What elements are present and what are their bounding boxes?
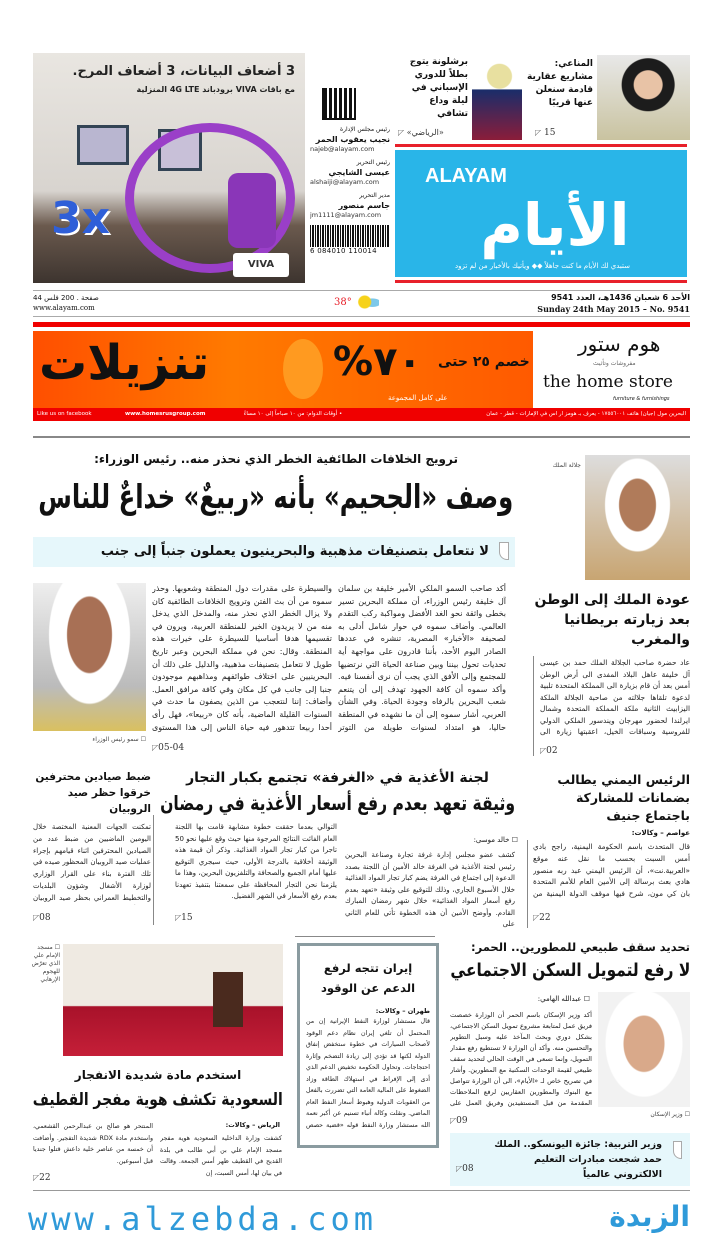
footer-rule <box>33 1190 690 1191</box>
weather-icon <box>357 295 379 309</box>
qatif-ref: ◸22 <box>33 1173 51 1183</box>
dateline-rule-top <box>33 290 690 291</box>
barcode <box>310 225 390 247</box>
dateline-english: Sunday 24th May 2015 – No. 9541 <box>537 304 690 314</box>
staff-email-box <box>310 211 390 220</box>
sale-whole: على كامل المجموعة <box>388 394 448 402</box>
king-photo <box>585 455 690 580</box>
motto-left: ويأتيك بالأخبار من لم تزود <box>454 262 530 270</box>
housing-minister-photo <box>598 992 690 1107</box>
staff-email-box <box>310 145 390 154</box>
qatif-col-2: المنتحر هو صالح بن عبدالرحمن القشعمي، واستخدم مادة RDX شديدة التفجير. وأضافت أن خمسة من عناصر خلية داعش قتلوا جنديا قبل أسبوعين. <box>33 1123 153 1165</box>
zebda-logo-text: الزبدة <box>609 1200 690 1233</box>
staff-entry <box>310 159 390 187</box>
king-caption: جلالة الملك <box>552 462 581 469</box>
section-rule-1 <box>33 436 690 438</box>
temperature: 38° <box>334 297 352 308</box>
home-store-en-sub: furniture & furnishings <box>613 396 670 402</box>
motto-right: ستبدي لك الأيام ما كنت جاهلاً <box>544 262 631 270</box>
food-byline-text: خالد موسى: <box>473 836 510 844</box>
mosque-pulpit <box>213 972 243 1027</box>
housing-headline-box[interactable] <box>450 958 690 984</box>
masthead-red-bottom <box>395 280 687 283</box>
staff-name-box <box>310 134 390 145</box>
quote-icon <box>499 542 509 560</box>
qatif-headline-box[interactable] <box>33 1087 283 1113</box>
food-ref-num: 15 <box>181 913 193 923</box>
sale-panel <box>33 331 533 409</box>
food-headline[interactable]: وثيقة تعهد بعدم رفع أسعار الأغذية في رمضان <box>159 791 516 815</box>
king-ref-num: 02 <box>546 746 558 756</box>
teaser-2-page-label: «الرياضي» <box>406 128 444 137</box>
home-store-en: the home store <box>543 372 673 392</box>
teaser-1-title[interactable]: المناعي: مشاريع عقارية قادمة سنعلن عنها قريبًا <box>527 59 593 108</box>
yemen-headline[interactable]: الرئيس اليمني يطالب بضمانات للمشاركة باجتماع جنيف <box>557 772 690 823</box>
housing-kicker: تحديد سقف طبيعي للمطورين.. الحمر: <box>470 940 690 954</box>
masthead-motto: ستبدي لك الأيام ما كنت جاهلاً ◆◆ ويأتيك بالأخبار من لم تزود <box>454 262 631 270</box>
food-headline-box[interactable] <box>160 789 515 817</box>
ad-footer-address-box <box>381 408 686 421</box>
ad-footer-hours: • أوقات الدوام: من ١٠ صباحاً إلى ١٠ مساءً <box>243 411 343 417</box>
lead-col-2: والسيطرة على مقدرات دول المنطقة وشعوبها. وحذر سموه من أن بث الفتن وترويج الخلافات الطائفية كان ولا يزال الخطر الذي نحذر منه، والمدخل الذي يدخل منه من لا يريدون الخير للمنطقة العربية، ويرون في تقسيمها هدفا أساسيا للسيطرة على خيرات هذه المنطقة. وقال: نحن في مملكة البحرين وعبر تاريخ طويل لا نتعامل بتصنيفات مذهبية، والدليل على ذلك أن البحرينيين على اختلاف طوائفهم ومذاهبهم موجودون جنبا إلى جانب في كل مكان وفي كافة مرافق العمل. وأضاف: إننا لنتعجب من الذين يصفون ما حدث في السنوات القليلة الماضية، بأنه كان «ربيعا»، فهل رأى أحدا ربيعا تتدهور فيه حياة الناس إلى هذا المستوى <box>152 584 332 732</box>
staff-name: نجيب يعقوب الحمر <box>315 135 390 144</box>
pm-caption-text: سمو رئيس الوزراء <box>92 736 139 743</box>
ad-footer-site[interactable]: www.homesrusgroup.com <box>125 411 206 417</box>
king-col-rule <box>533 656 534 756</box>
home-store-ad[interactable] <box>33 322 690 420</box>
masthead-red-top <box>395 144 687 147</box>
masthead-latin: ALAYAM <box>425 165 507 187</box>
staff-entry <box>310 192 390 220</box>
staff-name-box <box>310 200 390 211</box>
ad-footer-address: البحرين مول (جيان) هاتف ١٧٥٥٦٠٠١ - يعرف بـ هومز ار اس في الإمارات - قطر - عمان <box>486 411 686 417</box>
viva-ad[interactable] <box>33 53 305 283</box>
staff-role: مدير التحرير <box>359 192 390 199</box>
iran-dateline: طهران – وكالات: <box>375 1007 430 1015</box>
sale-circle <box>283 339 323 399</box>
iran-box <box>297 943 439 1148</box>
food-kicker: لجنة الأغذية في «الغرفة» تجتمع بكبار التجار <box>186 770 489 786</box>
unesco-quote-icon <box>673 1141 682 1159</box>
lead-headline-box[interactable] <box>38 474 513 520</box>
staff-role: رئيس التحرير <box>356 159 390 166</box>
lead-subhead: لا نتعامل بتصنيفات مذهبية والبحرينيون يعملون جنباً إلى جنب <box>100 544 489 559</box>
housing-ref-num: 09 <box>456 1116 468 1126</box>
ad-footer <box>33 408 690 421</box>
staff-email[interactable]: najeb@alayam.com <box>310 145 375 153</box>
mosque-caption: ☐ مسجد الإمام علي الذي تعرّض للهجوم الإرهابي <box>31 944 60 983</box>
yemen-ref: ◸22 <box>533 913 551 923</box>
lead-headline[interactable]: وصف «الجحيم» بأنه «ربيعٌ» خداعٌ للناس <box>38 477 513 516</box>
lead-ref: ◸05-04 <box>152 743 185 753</box>
qatif-kicker: استخدم مادة شديدة الانفجار <box>74 1068 242 1082</box>
lead-subhead-box <box>33 537 515 567</box>
barcode-number: 6 084010 110014 <box>310 247 377 255</box>
ad-headline: 3 أضعاف البيانات، 3 أضعاف المرح. <box>72 64 295 79</box>
ad-badge-3x: 3x <box>51 193 110 244</box>
shrimp-ref-num: 08 <box>39 913 51 923</box>
teaser-1-page-num: 15 <box>544 128 556 138</box>
king-headline[interactable]: عودة الملك إلى الوطن بعد زيارته بريطانيا والمغرب <box>534 592 690 648</box>
yemen-dateline: عواصم – وكالات: <box>631 829 690 837</box>
shrimp-headline[interactable]: ضبط صيادين محترفين خرقوا حظر صيد الروبيان <box>35 771 151 815</box>
teaser-1-page: ◸ 15 <box>535 128 556 138</box>
sale-percent: ٧٠% <box>333 339 422 385</box>
masthead[interactable] <box>395 150 687 277</box>
qatif-kicker-box <box>33 1066 283 1084</box>
housing-byline-text: عبدالله الهامي: <box>537 995 582 1003</box>
footer-site[interactable]: www.alzebda.com <box>28 1200 377 1238</box>
qatif-headline[interactable]: السعودية تكشف هوية مفجر القطيف <box>33 1090 283 1110</box>
king-ref: ◸02 <box>540 746 558 756</box>
teaser-2-title[interactable]: برشلونة يتوج بطلاً للدوري الإسباني في ليلة وداع تشافي <box>409 57 468 119</box>
staff-email[interactable]: jm1111@alayam.com <box>310 211 382 219</box>
iran-headline[interactable]: إيران تتجه لرفع الدعم عن الوقود <box>320 961 416 995</box>
housing-byline: ☐ عبدالله الهامي: <box>537 995 590 1003</box>
unesco-ref: ◸08 <box>456 1164 474 1174</box>
viva-logo <box>233 253 289 277</box>
unesco-ref-num: 08 <box>462 1164 474 1174</box>
housing-caption-text: وزير الإسكان <box>650 1111 683 1118</box>
teaser-photo-woman[interactable] <box>597 55 690 140</box>
lead-col-1: أكد صاحب السمو الملكي الأمير خليفة بن سلمان آل خليفة رئيس الوزراء، أن مملكة البحرين تسير بخطى واثقة نحو الغد الأفضل ومواكبة ركب التقدم العالمي. وأضاف سموه في حوار شامل أدلى به لصحيفة «الأخبار» المصرية، تنشره في عددها الصادر اليوم الأحد، بأننا قادرون على مواجهة أية تحديات تحول بيننا وبين صناعة الحياة التي نرتضيها للمجتمع وإلى الأفق الذي يجب أن نرى أنفسنا فيه. وأكد سموه أن كافة الجهود تهدف إلى أن يتنعم شعب البحرين بالرفاه وجودة الحياة. وفي الشأن العربي، أشار سموه إلى أن ما نشهده في المنطقة حاليا، هو امتداد لسنوات طويلة من التوتر <box>338 584 506 732</box>
shrimp-body: تمكنت الجهات المعنية المختصة خلال اليومين الماضيين من ضبط عدد من الصيادين المحترفين اثناء قيامهم بإجراء عمليات صيد الروبيان المحظور صيده في تلك الفترة بناء على القرار الوزاري لوزارة الأشغال وشؤون البلديات والتخطيط العمراني بحظر صيد الروبيان <box>33 823 151 902</box>
teaser-photo-player[interactable] <box>472 55 522 140</box>
frame-1 <box>77 125 129 165</box>
teaser-2-page: ◸ «الرياضي» <box>398 128 444 137</box>
food-col-2: التوالي بعدما حققت خطوة مشابهة قامت بها اللجنة العام الفائت النتائج المرجوة منها حيث وقع عليها نحو 50 تاجرا من كبار تجار المواد الغذائية. وذكر أن قيمة هذه الوثيقة أخلاقية بالدرجة الأولى، حيث سيجري التوقيع عليها أمام الجميع والصحافة والتلفزيون البحرين، وهذا ما يلزمنا نحن التجار المحافظة على سمعتنا بتنفيذ تعهدنا بعدم رفع الأسعار في الشهر الفضيل. <box>175 823 337 900</box>
qatif-dateline: الرياض – وكالات: <box>225 1121 280 1129</box>
mosque-photo <box>63 944 283 1056</box>
page-count-price: 44 صفحة . 200 فلس <box>33 294 99 302</box>
staff-name: عيسى الشايجي <box>328 168 390 177</box>
home-store-ar-sub: مفروشات وتأثيث <box>593 360 636 367</box>
lead-ref-num: 05-04 <box>158 743 185 753</box>
food-byline: ☐ خالد موسى: <box>473 836 518 844</box>
mosque-caption-text: مسجد الإمام علي الذي تعرّض للهجوم الإرهابي <box>31 944 60 983</box>
ad-subline: مع باقات VIVA برودباند 4G LTE المنزلية <box>136 85 295 94</box>
yemen-col-rule <box>527 840 528 928</box>
lead-kicker: ترويج الخلافات الطائفية الخطر الذي نحذر منه.. رئيس الوزراء: <box>94 452 458 466</box>
yemen-body: قال المتحدث باسم الحكومة اليمنية، راجح بادي أمس السبت بحسب ما نقل عنه موقع «العربية.نت»، أن الرئيس اليمني عبد ربه منصور هادي بعث برسالة إلى الأمين العام للأمم المتحدة بان كي مون، شرح فيها موقف الدولة اليمنية من <box>533 842 690 899</box>
staff-box <box>310 88 390 286</box>
qatif-col-1: كشفت وزارة الداخلية السعودية هوية مفجر مسجد الإمام علي بن أبي طالب في بلدة القديح في القطيف ظهر أمس الجمعة. وقالت في بيان لها، أمس السبت، إن <box>160 1135 282 1177</box>
purple-chair <box>228 173 276 248</box>
ad-footer-fb[interactable]: Like us on facebook <box>37 411 92 417</box>
dateline-rule-bottom <box>33 316 690 317</box>
staff-role: رئيس مجلس الإدارة <box>339 126 390 133</box>
housing-body: أكد وزير الإسكان باسم الحمر أن الوزارة خصصت فريق عمل لمتابعة مشروع تمويل السكن الاجتماعي، بشكل دوري وبحث المآخذ عليه وسبل التطوير والتحسين منه. وأكد أن الوزارة لا تستطيع رفع مقدار التمويل، وإنما تسعى في الوقت الحالي لتحديد سقف طبيعي لقيمة الوحدات السكنية مع المطورين. وأشار في تصريح خاص لـ «الأيام»، الى أن الوزارة تتواصل مع البنوك والمطورين العقاريين لرفع الملاحظات المقدمة من قبل المستفيدين وفريق العمل على <box>450 1011 592 1107</box>
staff-name: جاسم منصور <box>338 201 390 210</box>
qatif-ref-num: 22 <box>39 1173 51 1183</box>
yemen-ref-num: 22 <box>539 913 551 923</box>
qr-code <box>324 88 354 118</box>
pm-caption: ☐ سمو رئيس الوزراء <box>92 736 146 743</box>
king-body: عاد حضرة صاحب الجلالة الملك حمد بن عيسى آل خليفة عاهل البلاد المفدى الى أرض الوطن أمس بعد أن قام بزيارة الى المملكة المتحدة تلبية لدعوة تلقاها جلالته من صاحبة الجلالة الملكة اليزابيث الثانية ملكة المملكة المتحدة وشمال ايرلندا لحضور مهرجان ويندسور الملكي الدولي للفروسية وسباقات الخيل، اعقبتها زيارة الى <box>540 658 690 736</box>
food-ref: ◸15 <box>175 913 193 923</box>
unesco-box[interactable] <box>450 1133 690 1186</box>
home-store-ar: هوم ستور <box>578 332 661 356</box>
pm-photo <box>33 583 146 731</box>
housing-ref: ◸09 <box>450 1116 468 1126</box>
iran-body: قال مستشار لوزارة النفط الإيرانية إن من المحتمل أن تلغي إيران نظام دعم الوقود لأصحاب السيارات في خطوة ستخفض إنفاق الدولة لكنها قد تؤدي إلى زيادة التضخم وإثارة احتجاجات. وتحاول الحكومة تخفيض الدعم الذي أدى إلى الإفراط في استهلاك الطاقة وزاد الضغوط على المالية العامة التي تضررت بالفعل من العقوبات الدولية وهبوط أسعار النفط العام الماضي. ونقلت وكالة أنباء تسنيم عن أكبر نعمة الله مستشار وزارة النفط قوله «قضية حصص <box>306 1018 430 1129</box>
food-kicker-box <box>160 768 515 788</box>
zebda-logo[interactable] <box>590 1198 690 1238</box>
staff-entry <box>310 126 390 154</box>
shrimp-ref: ◸08 <box>33 913 51 923</box>
food-col-1: كشف عضو مجلس إدارة غرفة تجارة وصناعة البحرين رئيس لجنة الأغذية في الغرفة خالد الأمين أن اللجنة بصدد الدعوة إلى اجتماع في الغرفة يضم كبار تجار المواد الغذائية خلال الأسبوع الجاري، وذلك للتوقيع على وثيقة «تعهد بعدم رفع أسعار المواد الغذائية» خلال شهر رمضان المبارك القادم. وأوضح الأمين أن هذه الخطوة تأتي للعام الثاني على <box>345 851 515 928</box>
sale-discount: خصم ٢٥ حتى <box>438 354 530 370</box>
site-url[interactable]: www.alayam.com <box>33 304 95 312</box>
staff-email[interactable]: alshaiji@alayam.com <box>310 178 380 186</box>
unesco-text: وزير التربية: جائزة اليونسكو.. الملك حمد شجعت مبادرات التعليم الالكتروني عالمياً <box>494 1139 662 1180</box>
dateline-arabic: الأحد 6 شعبان 1436هـ، العدد 9541 <box>551 293 690 302</box>
section-rule-2 <box>295 936 435 937</box>
staff-name-box <box>310 167 390 178</box>
lead-subhead-wrap <box>43 543 489 561</box>
housing-caption: ☐ وزير الإسكان <box>650 1111 690 1118</box>
lead-kicker-box <box>33 450 458 468</box>
masthead-arabic-logo: الأيام <box>480 191 630 259</box>
housing-headline[interactable]: لا رفع لتمويل السكن الاجتماعي <box>450 960 690 981</box>
housing-kicker-box <box>450 939 690 956</box>
shrimp-col-rule <box>153 815 154 925</box>
sale-word: تنزيلات <box>39 335 210 391</box>
viva-brand: VIVA <box>247 259 275 270</box>
ad-footer-hours-box <box>218 408 368 421</box>
staff-email-box <box>310 178 390 187</box>
